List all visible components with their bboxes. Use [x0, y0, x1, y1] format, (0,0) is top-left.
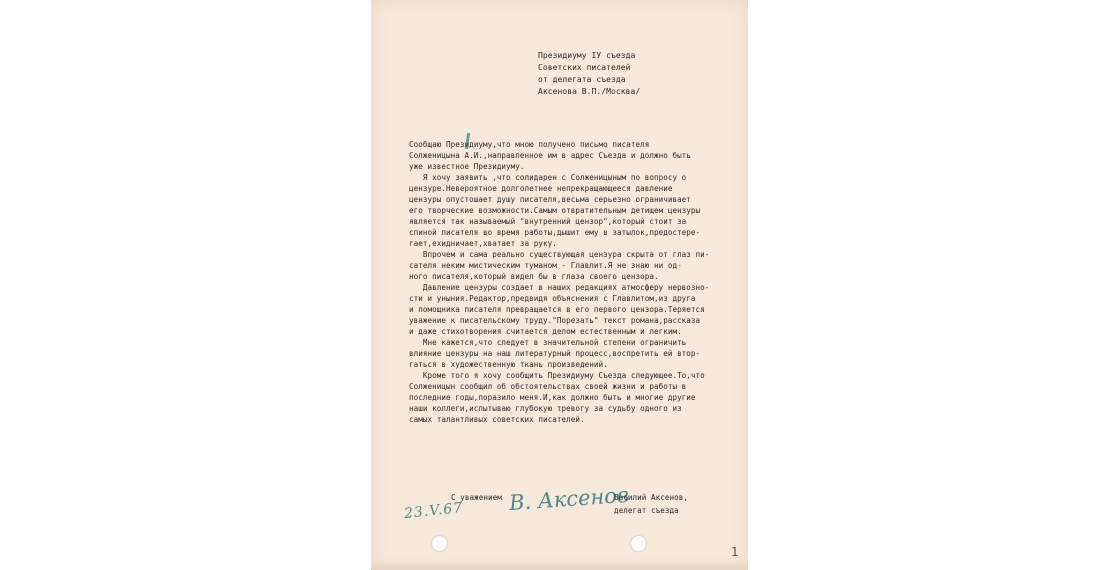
body-line: Я хочу заявить ,что солидарен с Солженицыным по вопросу о	[409, 173, 687, 182]
signature-role: делегат съезда	[614, 505, 679, 515]
body-line: Давление цензуры создает в наших редакциях атмосферу нервозно-	[409, 283, 710, 292]
address-line: Аксенова В.П./Москва/	[538, 87, 641, 96]
body-line: Кроме того я хочу сообщить Президиуму Съезда следующее.То,что	[409, 371, 705, 380]
letter-body	[409, 139, 709, 425]
body-line: наши коллеги,испытываю глубокую тревогу за судьбу одного из	[409, 404, 682, 413]
page-number: 1	[731, 545, 739, 559]
body-line: Впрочем и сама реально существующая цензура скрыта от глаз пи-	[409, 250, 710, 259]
body-line: уже известное Президиуму.	[409, 162, 525, 171]
signature-name: Василий Аксенов,	[614, 493, 688, 502]
body-line: сателя неким мистическим туманом - Главлит.Я не знаю ни од-	[409, 261, 682, 270]
letter-page	[371, 0, 748, 570]
body-line: гаться в художественную ткань произведений.	[409, 360, 608, 369]
body-line: Сообщаю Президиуму,что мною получено письмо писателя	[409, 140, 650, 149]
closing-text: С уважением	[451, 493, 502, 502]
body-line: Солженицына А.И.,направленное им в адрес Съезда и должно быть	[409, 151, 691, 160]
punch-hole	[631, 536, 646, 551]
handwritten-date: 23.V.67	[403, 499, 464, 523]
address-line: Президиуму IУ съезда	[538, 51, 636, 60]
address-block	[538, 50, 640, 98]
address-line: от делегата съезда	[538, 75, 626, 84]
body-line: сти и уныния.Редактор,предвидя объяснения с Главлитом,из друга	[409, 294, 696, 303]
punch-hole	[432, 536, 447, 551]
body-line: уважение к писательскому труду."Порезать" текст романа,рассказа	[409, 316, 701, 325]
body-line: цензуры опустошает душу писателя,весьма серьезно ограничивает	[409, 195, 691, 204]
body-line: спиной писателя во время работы,дышит ему в затылок,предостере-	[409, 228, 701, 237]
body-line: самых талантливых советских писателей.	[409, 415, 585, 424]
body-line: Мне кажется,что следует в значительной степени ограничить	[409, 338, 687, 347]
signature-block	[614, 492, 688, 517]
body-line: и помощника писателя превращается в его первого цензора.Теряется	[409, 305, 705, 314]
address-line: Советских писателей	[538, 63, 631, 72]
body-line: цензуре.Невероятное долголетнее непрекращающееся давление	[409, 184, 673, 193]
body-line: и даже стихотворения считается делом естественным и легким.	[409, 327, 682, 336]
body-line: Солженицын сообщил об обстоятельствах своей жизни и работы в	[409, 382, 687, 391]
body-line: его творческие возможности.Самым отвратительным детищем цензуры	[409, 206, 701, 215]
body-line: влияние цензуры на наш литературный процесс,воспретить ей втор-	[409, 349, 701, 358]
handwritten-signature: В. Аксенов	[508, 482, 630, 516]
body-line: последние годы,поразило меня.И,как должно быть и многие другие	[409, 393, 696, 402]
body-line: является так называемый "внутренний цензор",который стоит за	[409, 217, 687, 226]
paper-edge	[371, 562, 748, 570]
body-line: гает,ехидничает,хватает за руку.	[409, 239, 557, 248]
body-line: ного писателя,который видел бы в глаза своего цензора.	[409, 272, 659, 281]
